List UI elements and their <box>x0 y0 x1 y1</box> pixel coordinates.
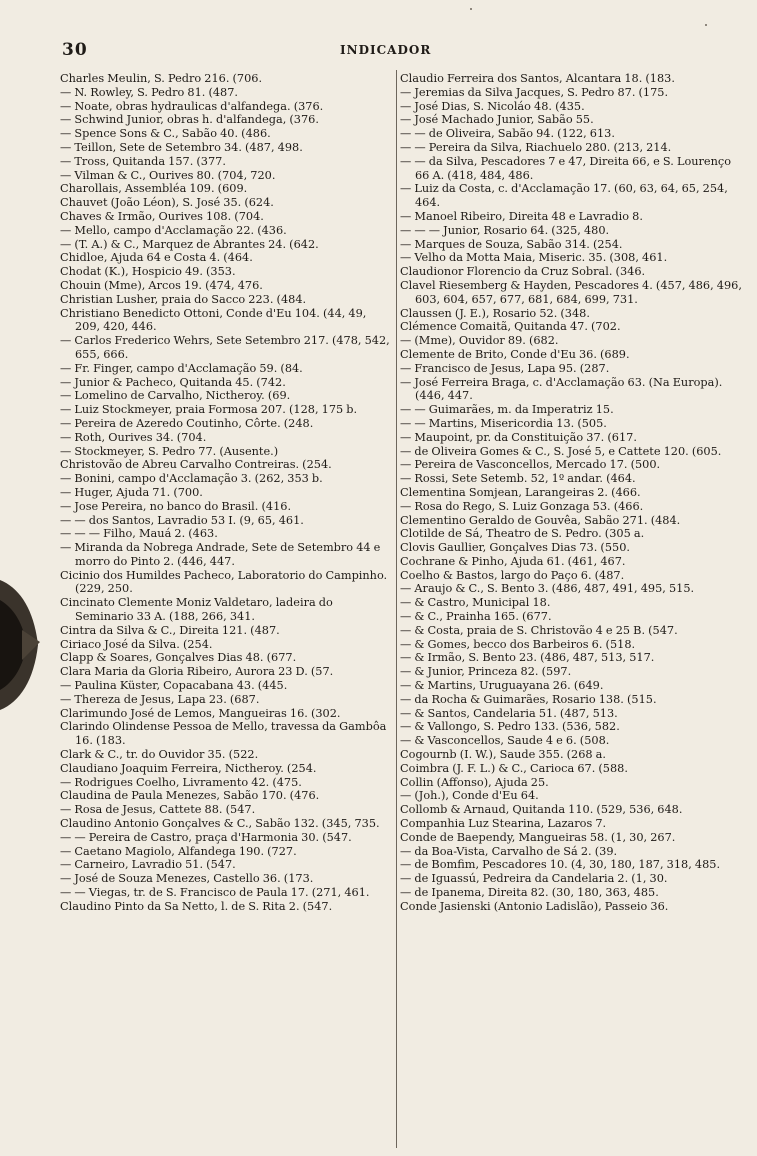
directory-entry: Claussen (J. E.), Rosario 52. (348. <box>400 306 590 320</box>
directory-entry: Cicinio dos Humildes Pacheco, Laboratorio do Campinho. (229, 250. <box>60 568 388 596</box>
directory-entry: Cogournb (I. W.), Saude 355. (268 a. <box>400 748 607 762</box>
directory-entry: — Rossi, Sete Setemb. 52, 1º andar. (464. <box>400 472 636 486</box>
directory-entry: Chouin (Mme), Arcos 19. (474, 476. <box>60 278 263 292</box>
directory-entry: Conde Jasienski (Antonio Ladislão), Passeio 36. <box>400 899 669 913</box>
directory-entry: Coelho & Bastos, largo do Paço 6. (487. <box>400 568 625 582</box>
column-divider <box>396 70 397 1148</box>
directory-entry: Clara Maria da Gloria Ribeiro, Aurora 23 D. (57. <box>60 665 334 679</box>
directory-entry: Charollais, Assembléa 109. (609. <box>60 182 248 196</box>
directory-entry: — — da Silva, Pescadores 7 e 47, Direita 66, e S. Lourenço 66 A. (418, 484, 486. <box>400 154 732 182</box>
directory-entry: Companhia Luz Stearina, Lazaros 7. <box>400 817 607 831</box>
directory-entry: — Schwind Junior, obras h. d'alfandega, (376. <box>60 113 319 127</box>
page-number: 30 <box>62 40 88 60</box>
directory-entry: — Pereira de Azeredo Coutinho, Côrte. (248. <box>60 416 314 430</box>
paper-speck <box>705 24 707 26</box>
directory-entry: Claudino Pinto da Sa Netto, l. de S. Rita 2. (547. <box>60 899 333 913</box>
directory-entry: Christovão de Abreu Carvalho Contreiras. (254. <box>60 458 332 472</box>
directory-entry: Claudiano Joaquim Ferreira, Nictheroy. (254. <box>60 761 317 775</box>
directory-entry: — Jose Pereira, no banco do Brasil. (416. <box>60 499 292 513</box>
directory-entry: — Francisco de Jesus, Lapa 95. (287. <box>400 361 610 375</box>
directory-entry: Clarimundo José de Lemos, Mangueiras 16. (302. <box>60 706 341 720</box>
directory-entry: Collin (Affonso), Ajuda 25. <box>400 775 549 789</box>
directory-entry: Chauvet (João Léon), S. José 35. (624. <box>60 196 274 210</box>
directory-entry: Clapp & Soares, Gonçalves Dias 48. (677. <box>60 651 297 665</box>
directory-entry: — & Vasconcellos, Saude 4 e 6. (508. <box>400 734 610 748</box>
directory-entry: Clarindo Olindense Pessoa de Mello, travessa da Gambôa 16. (183. <box>60 720 387 748</box>
running-title: INDICADOR <box>340 43 432 57</box>
directory-entry: — Huger, Ajuda 71. (700. <box>60 485 203 499</box>
directory-entry: Chodat (K.), Hospicio 49. (353. <box>60 265 236 279</box>
directory-entry: Clotilde de Sá, Theatro de S. Pedro. (305 a. <box>400 527 645 541</box>
directory-entry: Coimbra (J. F. L.) & C., Carioca 67. (588. <box>400 761 628 775</box>
directory-entry: — José Ferreira Braga, c. d'Acclamação 63. (Na Europa). (446, 447. <box>400 375 723 403</box>
directory-entry: — Rodrigues Coelho, Livramento 42. (475. <box>60 775 302 789</box>
directory-entry: — Carneiro, Lavradio 51. (547. <box>60 858 236 872</box>
directory-entry: — Luiz Stockmeyer, praia Formosa 207. (128, 175 b. <box>60 403 358 417</box>
directory-entry: Clavel Riesemberg & Hayden, Pescadores 4. (457, 486, 496, 603, 604, 657, 677, 681, 684, 699, 731. <box>400 278 742 306</box>
directory-entry: Claudina de Paula Menezes, Sabão 170. (476. <box>60 789 320 803</box>
directory-entry: — Noate, obras hydraulicas d'alfandega. (376. <box>60 99 324 113</box>
directory-entry: Claudio Ferreira dos Santos, Alcantara 18. (183. <box>400 72 675 85</box>
directory-entry: — (Joh.), Conde d'Eu 64. <box>400 789 539 803</box>
directory-entry: — de Ipanema, Direita 82. (30, 180, 363, 485. <box>400 886 659 900</box>
directory-entry: — Araujo & C., S. Bento 3. (486, 487, 491, 495, 515. <box>400 582 695 596</box>
directory-entry: — Stockmeyer, S. Pedro 77. (Ausente.) <box>60 444 279 458</box>
directory-entry: — Caetano Magiolo, Alfandega 190. (727. <box>60 844 297 858</box>
directory-entry: — Bonini, campo d'Acclamação 3. (262, 353 b. <box>60 472 323 486</box>
directory-entry: Chaves & Irmão, Ourives 108. (704. <box>60 209 264 223</box>
directory-entry: — Junior & Pacheco, Quitanda 45. (742. <box>60 375 286 389</box>
directory-entry: Clementina Somjean, Larangeiras 2. (466. <box>400 485 641 499</box>
directory-entry: — Tross, Quitanda 157. (377. <box>60 154 226 168</box>
directory-entry: — & Vallongo, S. Pedro 133. (536, 582. <box>400 720 620 734</box>
directory-entry: — Paulina Küster, Copacabana 43. (445. <box>60 679 288 693</box>
directory-entry: — Carlos Frederico Wehrs, Sete Setembro 217. (478, 542, 655, 666. <box>60 334 390 361</box>
directory-entry: — Spence Sons & C., Sabão 40. (486. <box>60 127 271 141</box>
directory-entry: — Pereira de Vasconcellos, Mercado 17. (500. <box>400 458 661 472</box>
directory-entry: Chidloe, Ajuda 64 e Costa 4. (464. <box>60 251 253 265</box>
directory-entry: — de Bomfim, Pescadores 10. (4, 30, 180, 187, 318, 485. <box>400 858 721 872</box>
page-header <box>0 40 757 66</box>
directory-entry: — — Pereira da Silva, Riachuelo 280. (213, 214. <box>400 140 672 154</box>
directory-entry: — Jeremias da Silva Jacques, S. Pedro 87. (175. <box>400 85 669 99</box>
directory-entry: Cochrane & Pinho, Ajuda 61. (461, 467. <box>400 554 626 568</box>
directory-entry: Cintra da Silva & C., Direita 121. (487. <box>60 623 280 637</box>
directory-entry: — (Mme), Ouvidor 89. (682. <box>400 334 559 348</box>
directory-entry: — & Irmão, S. Bento 23. (486, 487, 513, 517. <box>400 651 655 665</box>
directory-entry: — da Rocha & Guimarães, Rosario 138. (515. <box>400 692 657 706</box>
directory-entry: — Luiz da Costa, c. d'Acclamação 17. (60, 63, 64, 65, 254, 464. <box>400 182 728 210</box>
directory-entry: — Lomelino de Carvalho, Nictheroy. (69. <box>60 389 291 403</box>
directory-entry: Claudionor Florencio da Cruz Sobral. (346. <box>400 265 646 279</box>
directory-entry: Christiano Benedicto Ottoni, Conde d'Eu 104. (44, 49, 209, 420, 446. <box>60 306 367 334</box>
directory-entry: — Marques de Souza, Sabão 314. (254. <box>400 237 623 251</box>
directory-entry: Clark & C., tr. do Ouvidor 35. (522. <box>60 748 259 762</box>
directory-entry: — Rosa de Jesus, Cattete 88. (547. <box>60 803 256 817</box>
directory-entry: — & Santos, Candelaria 51. (487, 513. <box>400 706 618 720</box>
binding-mark-icon <box>0 570 52 720</box>
directory-entry: Christian Lusher, praia do Sacco 223. (484. <box>60 292 307 306</box>
directory-entry: — — dos Santos, Lavradio 53 I. (9, 65, 461. <box>60 513 304 527</box>
directory-entry: — de Oliveira Gomes & C., S. José 5, e Cattete 120. (605. <box>400 444 722 458</box>
directory-entry: — Teillon, Sete de Setembro 34. (487, 498. <box>60 140 303 154</box>
directory-entry: — Manoel Ribeiro, Direita 48 e Lavradio 8. <box>400 209 643 223</box>
directory-entry: — Maupoint, pr. da Constituição 37. (617. <box>400 430 637 444</box>
directory-entry: — — — Junior, Rosario 64. (325, 480. <box>400 223 610 237</box>
directory-entry: Claudino Antonio Gonçalves & C., Sabão 132. (345, 735. <box>60 817 380 831</box>
directory-entry: — — Pereira de Castro, praça d'Harmonia 30. (547. <box>60 830 352 844</box>
directory-entry: — Rosa do Rego, S. Luiz Gonzaga 53. (466. <box>400 499 644 513</box>
directory-entry: — N. Rowley, S. Pedro 81. (487. <box>60 85 239 99</box>
directory-entry: Clovis Gaullier, Gonçalves Dias 73. (550. <box>400 541 630 555</box>
directory-entry: Cincinato Clemente Moniz Valdetaro, ladeira do Seminario 33 A. (188, 266, 341. <box>60 596 333 624</box>
directory-entry: — & Junior, Princeza 82. (597. <box>400 665 572 679</box>
directory-entry: Charles Meulin, S. Pedro 216. (706. <box>60 72 263 85</box>
directory-entry: — & Gomes, becco dos Barbeiros 6. (518. <box>400 637 636 651</box>
directory-entry: — Thereza de Jesus, Lapa 23. (687. <box>60 692 260 706</box>
directory-entry: — Roth, Ourives 34. (704. <box>60 430 207 444</box>
directory-entry: Ciriaco José da Silva. (254. <box>60 637 213 651</box>
directory-entry: Collomb & Arnaud, Quitanda 110. (529, 536, 648. <box>400 803 683 817</box>
paper-speck <box>470 8 472 10</box>
directory-entry: — & C., Prainha 165. (677. <box>400 610 552 624</box>
directory-entry: — — Martins, Misericordia 13. (505. <box>400 416 607 430</box>
left-column <box>60 72 394 914</box>
directory-entry: — Velho da Motta Maia, Miseric. 35. (308, 461. <box>400 251 668 265</box>
directory-entry: — — Viegas, tr. de S. Francisco de Paula 17. (271, 461. <box>60 886 370 900</box>
directory-entry: — Vilman & C., Ourives 80. (704, 720. <box>60 168 276 182</box>
directory-entry: Clémence Comaitã, Quitanda 47. (702. <box>400 320 621 334</box>
directory-entry: — (T. A.) & C., Marquez de Abrantes 24. (642. <box>60 237 319 251</box>
directory-entry: — Mello, campo d'Acclamação 22. (436. <box>60 223 287 237</box>
directory-entry: — & Costa, praia de S. Christovão 4 e 25 B. (547. <box>400 623 678 637</box>
directory-entry: — & Castro, Municipal 18. <box>400 596 551 610</box>
directory-entry: — Fr. Finger, campo d'Acclamação 59. (84. <box>60 361 303 375</box>
directory-entry: — — de Oliveira, Sabão 94. (122, 613. <box>400 127 615 141</box>
directory-entry: — & Martins, Uruguayana 26. (649. <box>400 679 604 693</box>
directory-entry: — — — Filho, Mauá 2. (463. <box>60 527 218 541</box>
directory-entry: — da Boa-Vista, Carvalho de Sá 2. (39. <box>400 844 618 858</box>
directory-entry: Clementino Geraldo de Gouvêa, Sabão 271. (484. <box>400 513 681 527</box>
directory-entry: — José Machado Junior, Sabão 55. <box>400 113 594 127</box>
directory-entry: Conde de Baependy, Mangueiras 58. (1, 30, 267. <box>400 830 676 844</box>
directory-entry: — de Iguassú, Pedreira da Candelaria 2. (1, 30. <box>400 872 668 886</box>
directory-entry: — José de Souza Menezes, Castello 36. (173. <box>60 872 314 886</box>
directory-entry: — Miranda da Nobrega Andrade, Sete de Setembro 44 e morro do Pinto 2. (446, 447. <box>60 541 381 568</box>
directory-entry: — José Dias, S. Nicoláo 48. (435. <box>400 99 585 113</box>
right-column <box>400 72 745 914</box>
directory-entry: Clemente de Brito, Conde d'Eu 36. (689. <box>400 347 630 361</box>
directory-entry: — — Guimarães, m. da Imperatriz 15. <box>400 403 614 417</box>
